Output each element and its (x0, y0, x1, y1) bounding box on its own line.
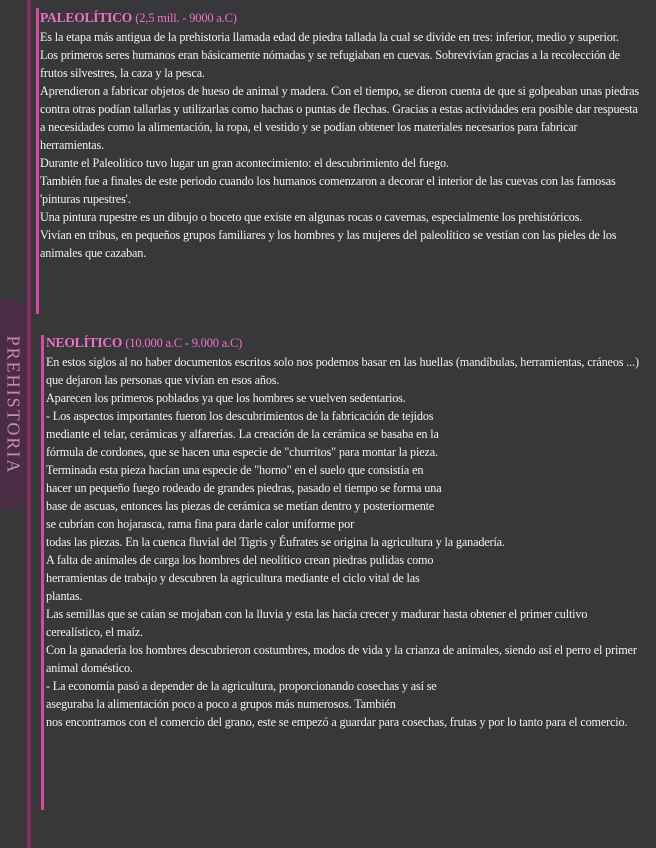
neolitico-paragraph: Las semillas que se caían se mojaban con la lluvia y esta las hacía crecer y madurar hasta obtener el primer cultivo cerealístico, el maíz. (46, 607, 588, 639)
neolitico-title (46, 334, 646, 352)
neolitico-accent-bar (41, 335, 44, 810)
neolitico-paragraph: todas las piezas. En la cuenca fluvial del Tigris y Éufrates se origina la agricultura y la ganadería. (46, 535, 505, 549)
paleolitico-paragraph: Vivían en tribus, en pequeños grupos familiares y los hombres y las mujeres del paleolítico se vestían con las pieles de los animales que cazaban. (40, 228, 617, 260)
neolitico-paragraph: Con la ganadería los hombres descubrieron costumbres, modos de vida y la crianza de animales, siendo así el perro el primer animal doméstico. (46, 643, 637, 675)
paleolitico-paragraph: Es la etapa más antigua de la prehistoria llamada edad de piedra tallada la cual se divide en tres: inferior, medio y superior. (40, 30, 619, 44)
neolitico-paragraph: - La economía pasó a depender de la agricultura, proporcionando cosechas y así se aseguraba la alimentación poco a poco a grupos más numerosos. También (46, 679, 437, 711)
neolitico-paragraph: En estos siglos al no haber documentos escritos solo nos podemos basar en las huellas (mandíbulas, herramientas, cráneos ...) que dejaron las personas que vivían en esos años. (46, 355, 639, 387)
paleolitico-section (40, 9, 640, 262)
paleolitico-accent-bar (36, 8, 39, 314)
neolitico-range: (10.000 a.C - 9.000 a.C) (125, 336, 243, 350)
paleolitico-title-text: PALEOLÍTICO (40, 10, 133, 25)
neolitico-paragraph: nos encontramos con el comercio del grano, este se empezó a guardar para cosechas, frutas y por lo tanto para el comercio. (46, 715, 628, 729)
paleolitico-paragraph: Durante el Paleolítico tuvo lugar un gran acontecimiento: el descubrimiento del fuego. (40, 156, 449, 170)
paleolitico-title (40, 9, 640, 27)
neolitico-paragraph: Aparecen los primeros poblados ya que los hombres se vuelven sedentarios. (46, 391, 406, 405)
paleolitico-paragraph: También fue a finales de este periodo cuando los humanos comenzaron a decorar el interior de las cuevas con las famosas 'pinturas rupestres'. (40, 174, 616, 206)
neolitico-paragraph: - Los aspectos importantes fueron los descubrimientos de la fabricación de tejidos mediante el telar, cerámicas y alfarerías. La creación de la cerámica se basaba en la fórmula de cordones, que se hacen una especie de "churritos" para montar la pieza. Terminada esta pieza hacían una especie de "horno" en el suelo que consistía en hacer un pequeño fuego rodeado de grandes piedras, pasado el tiempo se forma una base de ascuas, entonces las piezas de cerámica se metían dentro y posteriormente se cubrían con hojarasca, rama fina para darle calor uniforme por (46, 409, 442, 531)
neolitico-section (46, 334, 646, 731)
paleolitico-paragraph: Aprendieron a fabricar objetos de hueso de animal y madera. Con el tiempo, se dieron cuenta de que si golpeaban unas piedras contra otras podían tallarlas y utilizarlas como hachas o puntas de flechas. Gracias a estas actividades era posible dar respuesta a necesidades como la alimentación, la ropa, el vestido y se podían obtener los materiales necesarios para fabricar herramientas. (40, 84, 640, 152)
side-label: PREHISTORIA (3, 335, 24, 475)
paleolitico-range: (2,5 mill. - 9000 a.C) (135, 11, 237, 25)
paleolitico-paragraph: Los primeros seres humanos eran básicamente nómadas y se refugiaban en cuevas. Sobrevivían gracias a la recolección de frutos silvestres, la caza y la pesca. (40, 48, 620, 80)
neolitico-paragraph: A falta de animales de carga los hombres del neolítico crean piedras pulidas como herramientas de trabajo y descubren la agricultura mediante el ciclo vital de las plantas. (46, 553, 434, 603)
neolitico-title-text: NEOLÍTICO (46, 335, 123, 350)
left-border-bar (27, 0, 31, 848)
paleolitico-paragraph: Una pintura rupestre es un dibujo o boceto que existe en algunas rocas o cavernas, especialmente los prehistóricos. (40, 210, 583, 224)
